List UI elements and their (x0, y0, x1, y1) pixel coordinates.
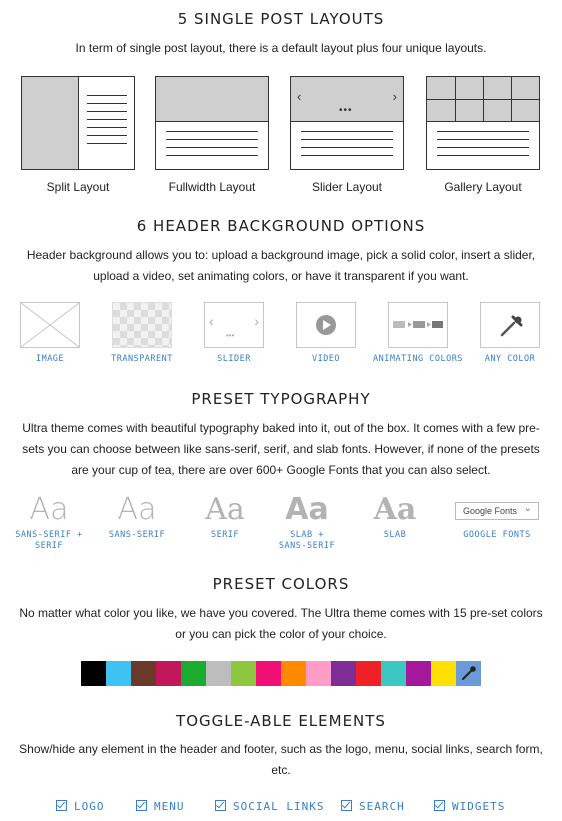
color-swatch[interactable] (356, 661, 381, 686)
play-icon (297, 303, 355, 347)
colors-description: No matter what color you like, we have you covered. The Ultra theme comes with 15 pre-set colors or you can pick the color of your choice. (19, 606, 543, 641)
slider-option[interactable] (204, 302, 264, 348)
toggle-menu-label: MENU (154, 800, 185, 813)
animating-colors-option-label: ANIMATING COLORS (373, 354, 463, 364)
color-swatch[interactable] (231, 661, 256, 686)
toggle-search[interactable] (341, 799, 405, 813)
fullwidth-layout-preview[interactable] (155, 76, 269, 170)
slider-layout-label: Slider Layout (311, 180, 383, 194)
color-swatch[interactable] (306, 661, 331, 686)
toggle-social-links-label: SOCIAL LINKS (233, 800, 325, 813)
color-swatch[interactable] (206, 661, 231, 686)
image-placeholder-icon (21, 303, 79, 347)
slider-option-label: SLIDER (217, 354, 251, 364)
color-swatch[interactable] (381, 661, 406, 686)
color-swatch[interactable] (106, 661, 131, 686)
chevron-left-icon: ‹ (297, 89, 302, 104)
toggle-description: Show/hide any element in the header and footer, such as the logo, menu, social links, search form, etc. (19, 742, 543, 777)
checkbox-icon (215, 800, 226, 811)
toggle-widgets-label: WIDGETS (452, 800, 506, 813)
toggle-widgets[interactable] (434, 799, 505, 813)
dots-icon: ••• (339, 105, 353, 116)
image-option-label: IMAGE (35, 354, 65, 364)
checkbox-icon (341, 800, 352, 811)
checkbox-icon (136, 800, 147, 811)
toggle-social-links[interactable] (215, 799, 324, 813)
color-swatch[interactable] (406, 661, 431, 686)
color-swatch[interactable] (156, 661, 181, 686)
typography-title: PRESET TYPOGRAPHY (191, 390, 371, 408)
serif-label: SERIF (210, 530, 240, 540)
slab-sample[interactable]: Aa (373, 492, 417, 527)
typography-description: Ultra theme comes with beautiful typography baked into it, out of the box. It comes with a few pre-sets you can choose between like sans-serif, serif, and slab fonts. However, if none of the presets are your cup of tea, there are over 600+ Google Fonts that you can also select. (22, 421, 540, 477)
eyedropper-icon (481, 303, 539, 347)
slab-sans-serif-sample[interactable]: Aa (285, 492, 329, 527)
transparent-option[interactable] (112, 302, 172, 348)
eyedropper-icon (456, 661, 481, 686)
toggle-logo-label: LOGO (74, 800, 105, 813)
slider-dots-icon: ••• (226, 331, 235, 340)
layouts-description: In term of single post layout, there is a default layout plus four unique layouts. (75, 41, 487, 55)
google-fonts-select-value: Google Fonts (463, 506, 518, 516)
color-swatch[interactable] (181, 661, 206, 686)
sans-serif-sample[interactable]: Aa (117, 492, 157, 527)
slider-icon: ‹ (209, 313, 214, 329)
animating-colors-icon (389, 303, 447, 347)
toggle-logo[interactable] (56, 799, 105, 813)
color-swatch[interactable] (81, 661, 106, 686)
sans-serif-label: SANS-SERIF (108, 530, 166, 540)
animating-colors-option[interactable] (388, 302, 448, 348)
gallery-layout-label: Gallery Layout (444, 180, 522, 194)
fullwidth-layout-label: Fullwidth Layout (168, 180, 256, 194)
color-swatch[interactable] (256, 661, 281, 686)
chevron-down-icon: ⌄ (523, 503, 532, 514)
colors-title: PRESET COLORS (212, 575, 350, 593)
video-option-label: VIDEO (311, 354, 341, 364)
header-bg-description: Header background allows you to: upload a background image, pick a solid color, insert a slider, upload a video, set animating colors, or have it transparent if you want. (26, 248, 536, 283)
layouts-title: 5 SINGLE POST LAYOUTS (177, 10, 385, 28)
color-swatch[interactable] (331, 661, 356, 686)
split-layout-preview[interactable] (21, 76, 135, 170)
sans-serif-serif-label: SANS-SERIF + SERIF (15, 530, 83, 551)
image-option[interactable] (20, 302, 80, 348)
google-fonts-select[interactable] (455, 502, 539, 520)
color-swatch[interactable] (131, 661, 156, 686)
google-fonts-label: GOOGLE FONTS (463, 530, 531, 540)
any-color-option-label: ANY COLOR (484, 354, 536, 364)
split-layout-label: Split Layout (46, 180, 110, 194)
toggle-title: TOGGLE-ABLE ELEMENTS (176, 712, 386, 730)
toggle-menu[interactable] (136, 799, 185, 813)
color-swatch[interactable] (281, 661, 306, 686)
color-swatch[interactable] (431, 661, 456, 686)
serif-sample[interactable]: Aa (205, 492, 245, 527)
slider-layout-preview[interactable] (290, 76, 404, 170)
checkbox-icon (56, 800, 67, 811)
any-color-option[interactable] (480, 302, 540, 348)
slab-label: SLAB (383, 530, 407, 540)
slider-chevron-right-icon: › (254, 313, 259, 329)
toggle-search-label: SEARCH (359, 800, 405, 813)
header-bg-title: 6 HEADER BACKGROUND OPTIONS (136, 217, 426, 235)
checkbox-icon (434, 800, 445, 811)
video-option[interactable] (296, 302, 356, 348)
slab-sans-serif-label: SLAB + SANS-SERIF (278, 530, 336, 551)
transparent-option-label: TRANSPARENT (111, 354, 173, 364)
gallery-layout-preview[interactable] (426, 76, 540, 170)
sans-serif-serif-sample[interactable]: Aa (29, 492, 69, 527)
chevron-right-icon: › (392, 89, 397, 104)
color-picker-swatch[interactable] (456, 661, 481, 686)
